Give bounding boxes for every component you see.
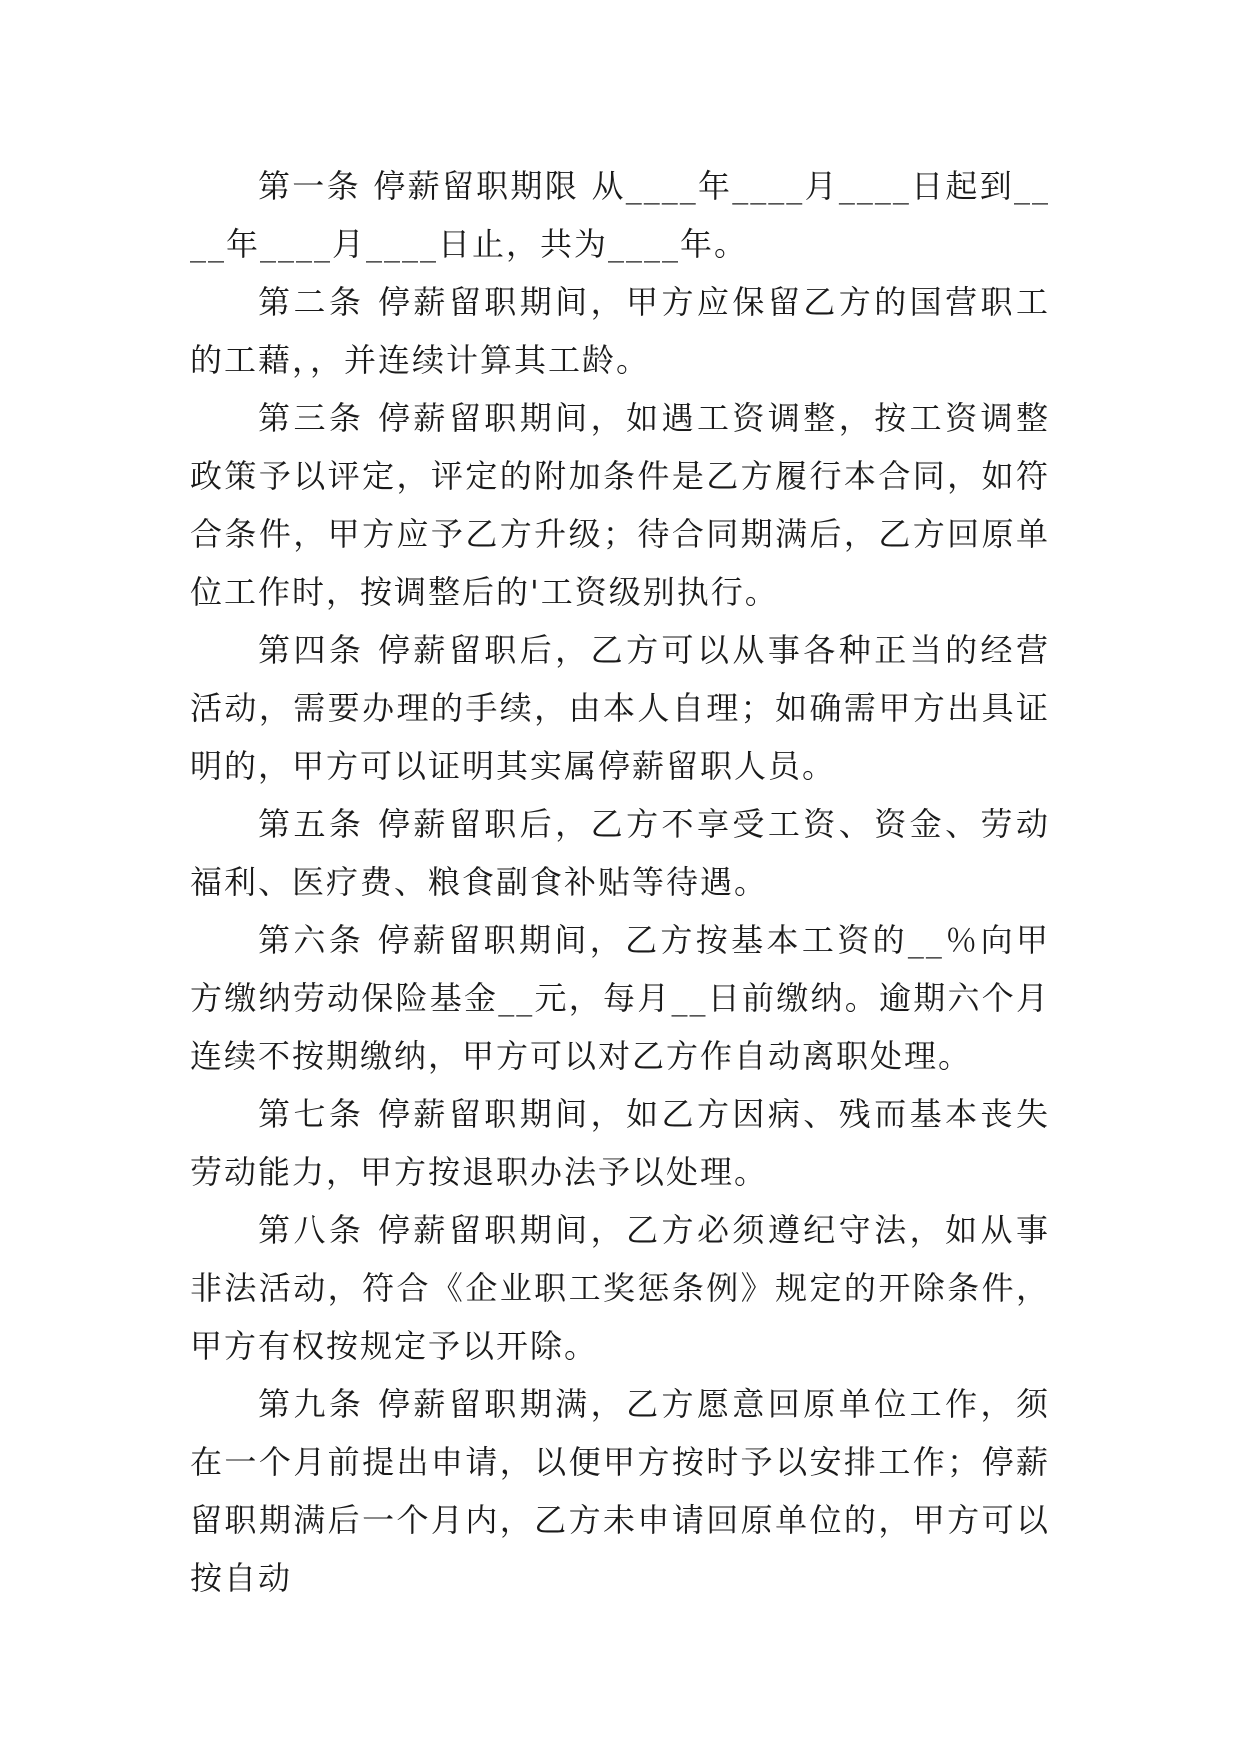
clause-2: 第二条 停薪留职期间，甲方应保留乙方的国营职工的工藉，，并连续计算其工龄。 — [190, 283, 1050, 379]
clause-4: 第四条 停薪留职后，乙方可以从事各种正当的经营活动，需要办理的手续，由本人自理；如确需甲方出具证明的，甲方可以证明其实属停薪留职人员。 — [190, 631, 1050, 785]
clause-1: 第一条 停薪留职期限 从____年____月____日起到____年____月____日止，共为____年。 — [190, 167, 1050, 263]
clause-7: 第七条 停薪留职期间，如乙方因病、残而基本丧失劳动能力，甲方按退职办法予以处理。 — [190, 1095, 1050, 1191]
clause-8: 第八条 停薪留职期间，乙方必须遵纪守法，如从事非法活动，符合《企业职工奖惩条例》规定的开除条件，甲方有权按规定予以开除。 — [190, 1211, 1050, 1365]
clause-6: 第六条 停薪留职期间，乙方按基本工资的__％向甲方缴纳劳动保险基金__元，每月__日前缴纳。逾期六个月连续不按期缴纳，甲方可以对乙方作自动离职处理。 — [190, 921, 1050, 1075]
clause-5: 第五条 停薪留职后，乙方不享受工资、资金、劳动福利、医疗费、粮食副食补贴等待遇。 — [190, 805, 1050, 901]
clause-3: 第三条 停薪留职期间，如遇工资调整，按工资调整政策予以评定，评定的附加条件是乙方履行本合同，如符合条件，甲方应予乙方升级；待合同期满后，乙方回原单位工作时，按调整后的'工资级别执行。 — [190, 399, 1050, 611]
clause-9: 第九条 停薪留职期满，乙方愿意回原单位工作，须在一个月前提出申请，以便甲方按时予以安排工作；停薪留职期满后一个月内，乙方未申请回原单位的，甲方可以按自动 — [190, 1385, 1050, 1597]
document-body — [190, 157, 1050, 1607]
